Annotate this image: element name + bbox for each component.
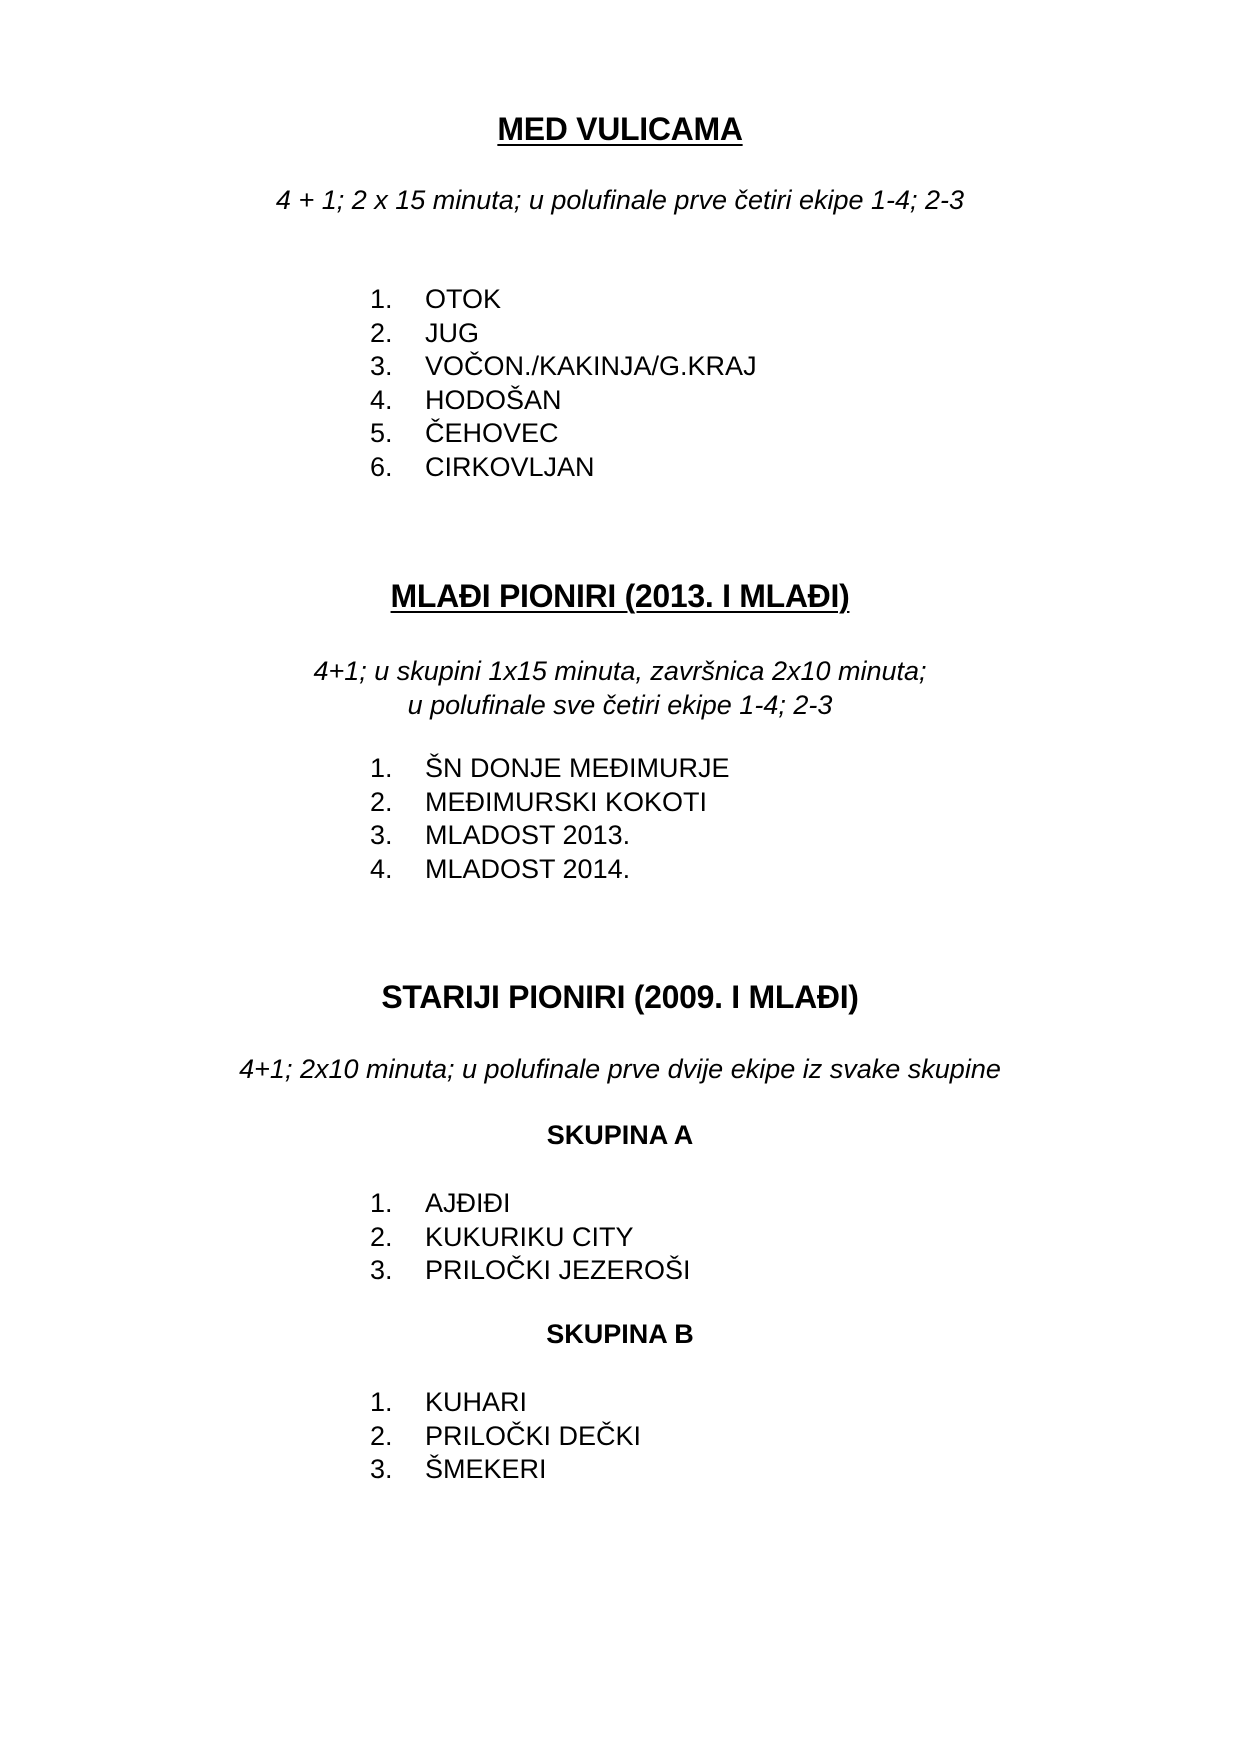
team-name: ČEHOVEC	[425, 418, 559, 448]
section-title-mladi-pioniri: MLAĐI PIONIRI (2013. I MLAĐI)	[390, 578, 850, 614]
item-number: 2.	[370, 317, 393, 348]
team-list	[0, 1386, 1240, 1487]
item-number: 6.	[370, 451, 393, 482]
list-item	[0, 350, 1240, 384]
item-number: 3.	[370, 351, 393, 381]
group-title-skupina-b: SKUPINA B	[546, 1319, 694, 1349]
item-number: 3.	[370, 1255, 393, 1285]
team-name: AJĐIĐI	[425, 1188, 511, 1218]
list-item	[0, 1254, 1240, 1288]
team-list	[0, 283, 1240, 484]
team-name: VOČON./KAKINJA/G.KRAJ	[425, 351, 757, 381]
item-number: 3.	[370, 820, 393, 850]
team-name: ŠN DONJE MEĐIMURJE	[425, 753, 730, 783]
list-item	[0, 1386, 1240, 1420]
item-number: 1.	[370, 284, 393, 314]
item-number: 3.	[370, 1454, 393, 1484]
item-number: 2.	[370, 1221, 393, 1252]
section-description-line-2: u polufinale sve četiri ekipe 1-4; 2-3	[407, 690, 833, 720]
item-number: 5.	[370, 418, 393, 448]
team-name: HODOŠAN	[425, 384, 562, 415]
team-name: MLADOST 2013.	[425, 820, 631, 850]
list-item	[0, 752, 1240, 786]
item-number: 1.	[370, 1188, 393, 1218]
list-item	[0, 451, 1240, 485]
list-item	[0, 1453, 1240, 1487]
list-item	[0, 384, 1240, 418]
list-item	[0, 853, 1240, 887]
team-name: PRILOČKI DEČKI	[425, 1420, 642, 1451]
item-number: 4.	[370, 853, 393, 884]
item-number: 2.	[370, 1420, 393, 1451]
list-item	[0, 786, 1240, 820]
team-list	[0, 1187, 1240, 1288]
team-name: KUKURIKU CITY	[425, 1221, 634, 1252]
item-number: 2.	[370, 786, 393, 817]
section-title-med-vulicama: MED VULICAMA	[497, 111, 743, 147]
list-item	[0, 1187, 1240, 1221]
team-name: PRILOČKI JEZEROŠI	[425, 1255, 691, 1285]
list-item	[0, 1221, 1240, 1255]
item-number: 1.	[370, 1387, 393, 1417]
team-name: OTOK	[425, 284, 502, 314]
item-number: 1.	[370, 753, 393, 783]
list-item	[0, 1420, 1240, 1454]
team-name: KUHARI	[425, 1387, 528, 1417]
team-name: MEĐIMURSKI KOKOTI	[425, 786, 708, 817]
group-title-skupina-a: SKUPINA A	[546, 1120, 694, 1150]
list-item	[0, 283, 1240, 317]
team-name: MLADOST 2014.	[425, 853, 631, 884]
section-description: 4 + 1; 2 x 15 minuta; u polufinale prve četiri ekipe 1-4; 2-3	[275, 185, 965, 215]
list-item	[0, 317, 1240, 351]
section-title-stariji-pioniri: STARIJI PIONIRI (2009. I MLAĐI)	[381, 979, 859, 1015]
section-description: 4+1; 2x10 minuta; u polufinale prve dvije ekipe iz svake skupine	[239, 1054, 1001, 1084]
team-name: ŠMEKERI	[425, 1454, 547, 1484]
item-number: 4.	[370, 384, 393, 415]
team-name: JUG	[425, 317, 479, 348]
team-list	[0, 752, 1240, 886]
list-item	[0, 819, 1240, 853]
team-name: CIRKOVLJAN	[425, 451, 595, 482]
list-item	[0, 417, 1240, 451]
section-description-line-1: 4+1; u skupini 1x15 minuta, završnica 2x10 minuta;	[313, 656, 927, 686]
